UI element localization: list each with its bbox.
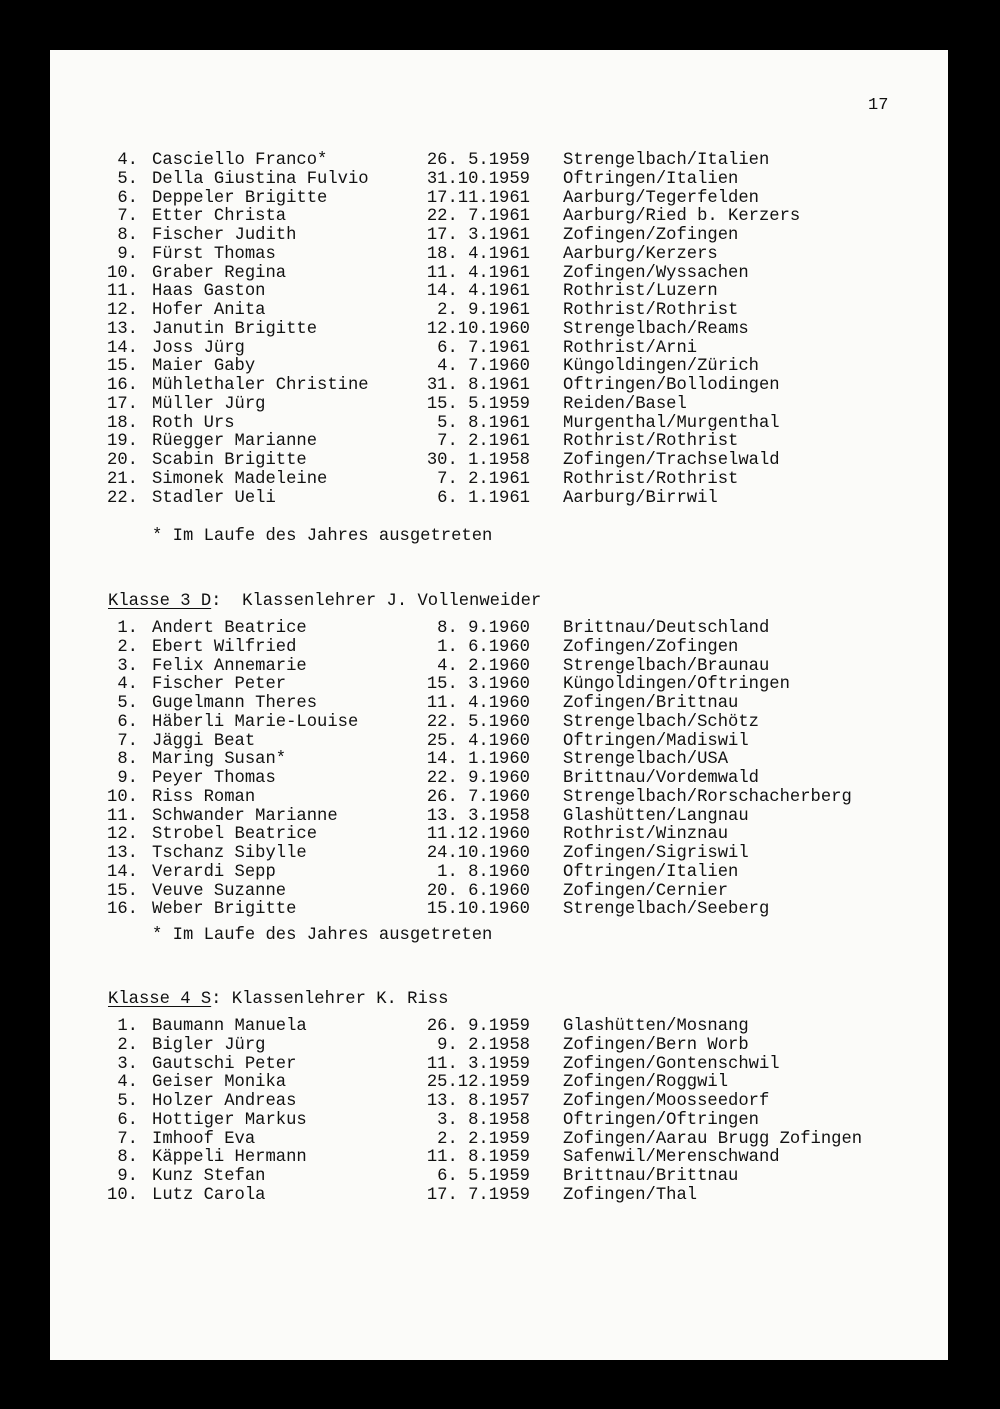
table-row <box>0 1056 1000 1075</box>
table-row <box>0 152 1000 171</box>
hometown: Zofingen/Roggwil <box>563 1073 729 1093</box>
student-name: Holzer Andreas <box>152 1092 297 1111</box>
student-name: Strobel Beatrice <box>152 825 318 845</box>
student-name: Peyer Thomas <box>152 769 276 788</box>
birth-date: 11. 3.1959 <box>426 1054 530 1074</box>
hometown: Aarburg/Kerzers <box>563 244 718 264</box>
student-name: Mühlethaler Christine <box>152 376 369 395</box>
table-row <box>0 246 1000 265</box>
table-row <box>0 190 1000 209</box>
hometown: Brittnau/Brittnau <box>563 1167 739 1186</box>
table-row <box>0 171 1000 190</box>
student-name: Häberli Marie-Louise <box>152 712 359 732</box>
row-number: 12. <box>107 301 138 320</box>
row-number: 5. <box>117 169 138 189</box>
hometown: Oftringen/Italien <box>563 169 739 189</box>
birth-date: 7. 2.1961 <box>437 432 530 452</box>
row-number: 6. <box>117 712 138 732</box>
row-number: 4. <box>117 675 138 695</box>
table-row <box>0 283 1000 302</box>
hometown: Brittnau/Deutschland <box>563 619 770 638</box>
row-number: 5. <box>117 1092 138 1111</box>
student-name: Janutin Brigitte <box>152 319 318 339</box>
row-number: 7. <box>117 731 138 751</box>
hometown: Rothrist/Luzern <box>563 282 718 302</box>
table-row <box>0 396 1000 415</box>
hometown: Zofingen/Thal <box>563 1185 698 1205</box>
student-name: Fischer Peter <box>152 675 287 695</box>
birth-date: 11.12.1960 <box>426 825 530 845</box>
hometown: Glashütten/Langnau <box>563 806 749 826</box>
hometown: Zofingen/Aarau Brugg Zofingen <box>563 1129 863 1149</box>
table-row <box>0 1037 1000 1056</box>
birth-date: 2. 2.1959 <box>437 1129 530 1149</box>
hometown: Zofingen/Wyssachen <box>563 263 749 283</box>
birth-date: 4. 2.1960 <box>437 656 530 676</box>
row-number: 19. <box>107 432 138 452</box>
hometown: Rothrist/Rothrist <box>563 432 739 452</box>
table-row <box>0 845 1000 864</box>
table-row <box>0 864 1000 883</box>
student-name: Scabin Brigitte <box>152 451 307 470</box>
hometown: Aarburg/Ried b. Kerzers <box>563 207 801 227</box>
birth-date: 13. 3.1958 <box>426 806 530 826</box>
class-teacher: Klassenlehrer K. Riss <box>221 990 449 1009</box>
student-name: Fürst Thomas <box>152 244 276 264</box>
row-number: 3. <box>117 656 138 676</box>
table-row <box>0 826 1000 845</box>
hometown: Rothrist/Rothrist <box>563 469 739 489</box>
table-row <box>0 770 1000 789</box>
birth-date: 26. 5.1959 <box>426 151 530 170</box>
birth-date: 11. 8.1959 <box>426 1148 530 1168</box>
table-row <box>0 789 1000 808</box>
table-row <box>0 695 1000 714</box>
birth-date: 31.10.1959 <box>426 169 530 189</box>
birth-date: 6. 5.1959 <box>437 1167 530 1186</box>
table-row <box>0 658 1000 677</box>
hometown: Zofingen/Bern Worb <box>563 1035 749 1055</box>
hometown: Oftringen/Italien <box>563 862 739 882</box>
row-number: 2. <box>117 1035 138 1055</box>
birth-date: 26. 7.1960 <box>426 787 530 807</box>
hometown: Strengelbach/Braunau <box>563 656 770 676</box>
row-number: 4. <box>117 1073 138 1093</box>
table-row <box>0 208 1000 227</box>
birth-date: 1. 8.1960 <box>437 862 530 882</box>
birth-date: 11. 4.1961 <box>426 263 530 283</box>
hometown: Strengelbach/Rorschacherberg <box>563 787 852 807</box>
row-number: 9. <box>117 244 138 264</box>
class-name: Klasse 4 S <box>108 990 212 1009</box>
row-number: 13. <box>107 319 138 339</box>
student-name: Gautschi Peter <box>152 1054 297 1074</box>
hometown: Zofingen/Sigriswil <box>563 844 749 863</box>
row-number: 11. <box>107 806 138 826</box>
row-number: 14. <box>107 862 138 882</box>
student-name: Jäggi Beat <box>152 731 256 751</box>
row-number: 8. <box>117 226 138 245</box>
table-row <box>0 733 1000 752</box>
class-teacher: Klassenlehrer J. Vollenweider <box>221 592 542 611</box>
hometown: Zofingen/Trachselwald <box>563 451 780 470</box>
student-name: Rüegger Marianne <box>152 432 318 452</box>
table-row <box>0 714 1000 733</box>
student-name: Etter Christa <box>152 207 287 227</box>
hometown: Strengelbach/Seeberg <box>563 900 770 920</box>
birth-date: 25.12.1959 <box>426 1073 530 1093</box>
table-row <box>0 358 1000 377</box>
row-number: 12. <box>107 825 138 845</box>
hometown: Zofingen/Brittnau <box>563 694 739 713</box>
hometown: Glashütten/Mosnang <box>563 1017 749 1036</box>
student-name: Kunz Stefan <box>152 1167 266 1186</box>
student-name: Maier Gaby <box>152 357 256 377</box>
table-row <box>0 751 1000 770</box>
birth-date: 22. 7.1961 <box>426 207 530 227</box>
row-number: 14. <box>107 338 138 358</box>
student-name: Hofer Anita <box>152 301 266 320</box>
row-number: 10. <box>107 787 138 807</box>
class-heading-4s <box>108 990 448 1009</box>
table-row <box>0 808 1000 827</box>
birth-date: 9. 2.1958 <box>437 1035 530 1055</box>
student-name: Hottiger Markus <box>152 1110 307 1130</box>
hometown: Küngoldingen/Oftringen <box>563 675 790 695</box>
heading-colon: : <box>211 592 222 611</box>
student-name: Baumann Manuela <box>152 1017 307 1036</box>
row-number: 1. <box>117 1017 138 1036</box>
birth-date: 4. 7.1960 <box>437 357 530 377</box>
row-number: 6. <box>117 188 138 208</box>
row-number: 3. <box>117 1054 138 1074</box>
student-name: Gugelmann Theres <box>152 694 318 713</box>
birth-date: 18. 4.1961 <box>426 244 530 264</box>
birth-date: 17. 3.1961 <box>426 226 530 245</box>
table-row <box>0 471 1000 490</box>
page-number: 17 <box>868 96 889 115</box>
birth-date: 20. 6.1960 <box>426 881 530 901</box>
hometown: Rothrist/Winznau <box>563 825 729 845</box>
student-name: Tschanz Sibylle <box>152 844 307 863</box>
hometown: Zofingen/Gontenschwil <box>563 1054 780 1074</box>
table-row <box>0 1018 1000 1037</box>
student-name: Maring Susan* <box>152 750 287 770</box>
student-list-4s <box>0 1018 1000 1206</box>
birth-date: 5. 8.1961 <box>437 413 530 433</box>
row-number: 16. <box>107 900 138 920</box>
birth-date: 14. 4.1961 <box>426 282 530 302</box>
student-name: Imhoof Eva <box>152 1129 256 1149</box>
table-row <box>0 639 1000 658</box>
hometown: Oftringen/Oftringen <box>563 1110 759 1130</box>
student-list-3d <box>0 620 1000 920</box>
student-name: Riss Roman <box>152 787 256 807</box>
row-number: 15. <box>107 357 138 377</box>
footnote: * Im Laufe des Jahres ausgetreten <box>152 926 493 945</box>
student-name: Andert Beatrice <box>152 619 307 638</box>
row-number: 7. <box>117 1129 138 1149</box>
row-number: 4. <box>117 151 138 170</box>
student-name: Weber Brigitte <box>152 900 297 920</box>
student-name: Felix Annemarie <box>152 656 307 676</box>
hometown: Zofingen/Zofingen <box>563 637 739 657</box>
hometown: Zofingen/Cernier <box>563 881 729 901</box>
row-number: 9. <box>117 1167 138 1186</box>
row-number: 21. <box>107 469 138 489</box>
student-name: Graber Regina <box>152 263 287 283</box>
hometown: Strengelbach/USA <box>563 750 729 770</box>
birth-date: 6. 1.1961 <box>437 488 530 508</box>
birth-date: 26. 9.1959 <box>426 1017 530 1036</box>
hometown: Strengelbach/Italien <box>563 151 770 170</box>
hometown: Strengelbach/Schötz <box>563 712 759 732</box>
hometown: Oftringen/Madiswil <box>563 731 749 751</box>
hometown: Murgenthal/Murgenthal <box>563 413 780 433</box>
hometown: Rothrist/Arni <box>563 338 698 358</box>
row-number: 20. <box>107 451 138 470</box>
table-row <box>0 227 1000 246</box>
student-name: Roth Urs <box>152 413 235 433</box>
student-name: Bigler Jürg <box>152 1035 266 1055</box>
student-name: Joss Jürg <box>152 338 245 358</box>
hometown: Aarburg/Tegerfelden <box>563 188 759 208</box>
row-number: 10. <box>107 1185 138 1205</box>
table-row <box>0 377 1000 396</box>
row-number: 8. <box>117 1148 138 1168</box>
table-row <box>0 1131 1000 1150</box>
table-row <box>0 302 1000 321</box>
student-name: Veuve Suzanne <box>152 881 287 901</box>
hometown: Rothrist/Rothrist <box>563 301 739 320</box>
hometown: Reiden/Basel <box>563 394 687 414</box>
row-number: 15. <box>107 881 138 901</box>
student-name: Deppeler Brigitte <box>152 188 328 208</box>
hometown: Safenwil/Merenschwand <box>563 1148 780 1168</box>
student-name: Schwander Marianne <box>152 806 338 826</box>
student-name: Stadler Ueli <box>152 488 276 508</box>
table-row <box>0 452 1000 471</box>
student-name: Müller Jürg <box>152 394 266 414</box>
table-row <box>0 676 1000 695</box>
birth-date: 3. 8.1958 <box>437 1110 530 1130</box>
birth-date: 17. 7.1959 <box>426 1185 530 1205</box>
student-name: Simonek Madeleine <box>152 469 328 489</box>
birth-date: 12.10.1960 <box>426 319 530 339</box>
row-number: 5. <box>117 694 138 713</box>
table-row <box>0 433 1000 452</box>
birth-date: 25. 4.1960 <box>426 731 530 751</box>
student-name: Casciello Franco* <box>152 151 328 170</box>
birth-date: 31. 8.1961 <box>426 376 530 395</box>
table-row <box>0 265 1000 284</box>
birth-date: 15. 3.1960 <box>426 675 530 695</box>
table-row <box>0 1149 1000 1168</box>
table-row <box>0 1168 1000 1187</box>
birth-date: 7. 2.1961 <box>437 469 530 489</box>
row-number: 7. <box>117 207 138 227</box>
hometown: Zofingen/Zofingen <box>563 226 739 245</box>
row-number: 8. <box>117 750 138 770</box>
row-number: 6. <box>117 1110 138 1130</box>
birth-date: 2. 9.1961 <box>437 301 530 320</box>
row-number: 11. <box>107 282 138 302</box>
hometown: Strengelbach/Reams <box>563 319 749 339</box>
birth-date: 24.10.1960 <box>426 844 530 863</box>
student-name: Della Giustina Fulvio <box>152 169 369 189</box>
table-row <box>0 1093 1000 1112</box>
table-row <box>0 415 1000 434</box>
class-heading-3d <box>108 592 541 611</box>
row-number: 16. <box>107 376 138 395</box>
table-row <box>0 340 1000 359</box>
student-name: Fischer Judith <box>152 226 297 245</box>
footnote: * Im Laufe des Jahres ausgetreten <box>152 527 493 546</box>
row-number: 2. <box>117 637 138 657</box>
hometown: Küngoldingen/Zürich <box>563 357 759 377</box>
birth-date: 15. 5.1959 <box>426 394 530 414</box>
birth-date: 22. 9.1960 <box>426 769 530 788</box>
student-name: Haas Gaston <box>152 282 266 302</box>
birth-date: 11. 4.1960 <box>426 694 530 713</box>
table-row <box>0 1112 1000 1131</box>
birth-date: 14. 1.1960 <box>426 750 530 770</box>
birth-date: 13. 8.1957 <box>426 1092 530 1111</box>
hometown: Brittnau/Vordemwald <box>563 769 759 788</box>
birth-date: 8. 9.1960 <box>437 619 530 638</box>
table-row <box>0 321 1000 340</box>
hometown: Oftringen/Bollodingen <box>563 376 780 395</box>
table-row <box>0 620 1000 639</box>
class-name: Klasse 3 D <box>108 592 212 611</box>
student-name: Lutz Carola <box>152 1185 266 1205</box>
table-row <box>0 1187 1000 1206</box>
table-row <box>0 901 1000 920</box>
row-number: 13. <box>107 844 138 863</box>
row-number: 17. <box>107 394 138 414</box>
student-name: Käppeli Hermann <box>152 1148 307 1168</box>
birth-date: 22. 5.1960 <box>426 712 530 732</box>
row-number: 22. <box>107 488 138 508</box>
row-number: 18. <box>107 413 138 433</box>
heading-colon: : <box>211 990 222 1009</box>
birth-date: 17.11.1961 <box>426 188 530 208</box>
hometown: Aarburg/Birrwil <box>563 488 718 508</box>
student-name: Ebert Wilfried <box>152 637 297 657</box>
student-name: Geiser Monika <box>152 1073 287 1093</box>
birth-date: 1. 6.1960 <box>437 637 530 657</box>
birth-date: 30. 1.1958 <box>426 451 530 470</box>
student-name: Verardi Sepp <box>152 862 276 882</box>
birth-date: 15.10.1960 <box>426 900 530 920</box>
hometown: Zofingen/Moosseedorf <box>563 1092 770 1111</box>
table-row <box>0 490 1000 509</box>
row-number: 10. <box>107 263 138 283</box>
row-number: 9. <box>117 769 138 788</box>
table-row <box>0 1074 1000 1093</box>
row-number: 1. <box>117 619 138 638</box>
birth-date: 6. 7.1961 <box>437 338 530 358</box>
table-row <box>0 883 1000 902</box>
student-list-continued <box>0 152 1000 508</box>
